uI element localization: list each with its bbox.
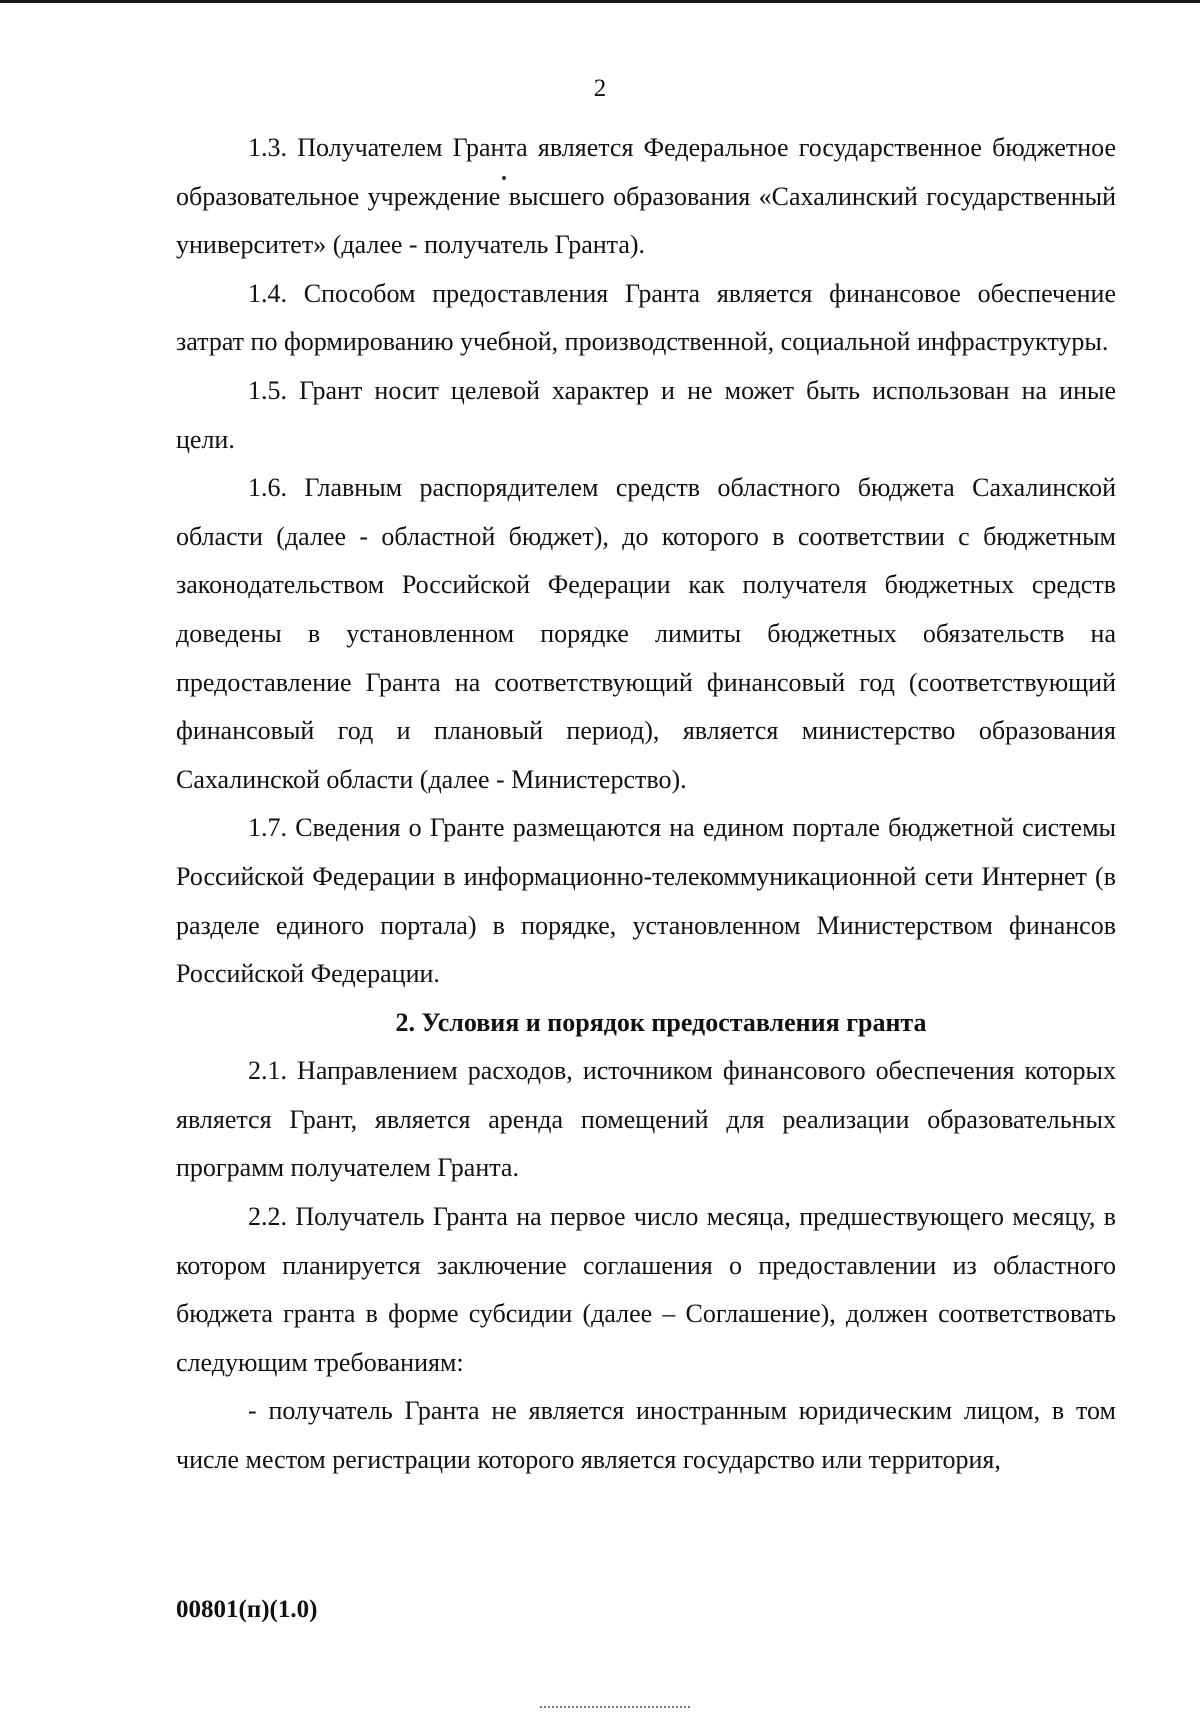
paragraph-1-5: 1.5. Грант носит целевой характер и не может быть использован на иные цели. bbox=[176, 375, 1116, 454]
paragraph-2-1: 2.1. Направлением расходов, источником финансового обеспечения которых является Грант, является аренда помещений для реализации образовательных программ получателем Гранта. bbox=[176, 1056, 1116, 1183]
scan-speck bbox=[502, 176, 506, 180]
document-body bbox=[176, 124, 1116, 1485]
page-number: 2 bbox=[593, 75, 607, 102]
paragraph-1-4: 1.4. Способом предоставления Гранта является финансовое обеспечение затрат по формированию учебной, производственной, социальной инфраструктуры. bbox=[176, 278, 1116, 357]
section-heading: 2. Условия и порядок предоставления гранта bbox=[395, 1007, 927, 1037]
paragraph-2-2: 2.2. Получатель Гранта на первое число месяца, предшествующего месяцу, в котором планируется заключение соглашения о предоставлении из областного бюджета гранта в форме субсидии (далее – Соглашение), должен соответствовать следующим требованиям: bbox=[176, 1202, 1116, 1377]
paragraph-1-7: 1.7. Сведения о Гранте размещаются на едином портале бюджетной системы Российской Федерации в информационно-телекоммуникационной сети Интернет (в разделе единого портала) в порядке, установленном Министерством финансов Российской Федерации. bbox=[176, 813, 1116, 989]
scan-bottom-marks bbox=[540, 1706, 690, 1710]
paragraph-1-3: 1.3. Получателем Гранта является Федеральное государственное бюджетное образовательное учреждение высшего образования «Сахалинский государственный университет» (далее - получатель Гранта). bbox=[176, 133, 1116, 260]
paragraph-requirement-1: - получатель Гранта не является иностранным юридическим лицом, в том числе местом регистрации которого является государство или территория, bbox=[176, 1396, 1116, 1475]
paragraph-1-6: 1.6. Главным распорядителем средств областного бюджета Сахалинской области (далее - областной бюджет), до которого в соответствии с бюджетным законодательством Российской Федерации как получателя бюджетных средств доведены в установленном порядке лимиты бюджетных обязательств на предоставление Гранта на соответствующий финансовый год (соответствующий финансовый год и плановый период), является министерство образования Сахалинской области (далее - Министерство). bbox=[176, 473, 1116, 794]
scan-top-edge bbox=[0, 0, 1200, 3]
document-code: 00801(п)(1.0) bbox=[176, 1596, 318, 1623]
